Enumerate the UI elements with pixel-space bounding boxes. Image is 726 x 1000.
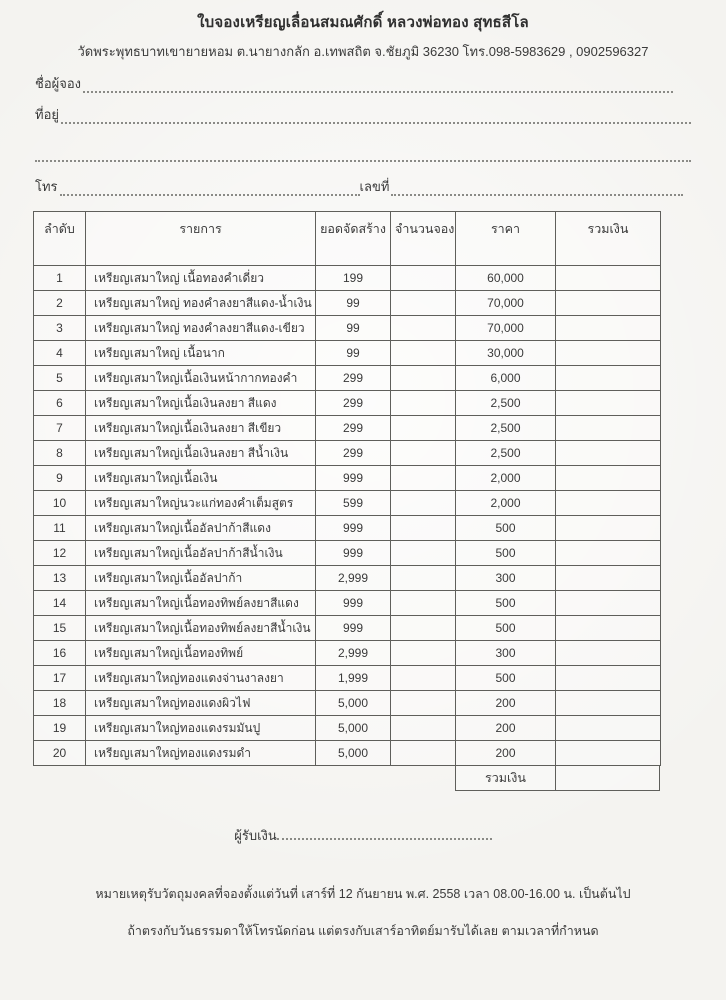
row-item-name: เหรียญเสมาใหญ่ ทองคำลงยาสีแดง-น้ำเงิน xyxy=(86,291,316,316)
row-item-name: เหรียญเสมาใหญ่ เนื้อทองคำเดี่ยว xyxy=(86,266,316,291)
row-order-qty xyxy=(391,416,456,441)
row-price: 6,000 xyxy=(456,366,556,391)
table-row xyxy=(34,391,661,416)
row-index: 8 xyxy=(34,441,86,466)
row-item-name: เหรียญเสมาใหญ่ เนื้อนาก xyxy=(86,341,316,366)
row-index: 16 xyxy=(34,641,86,666)
row-item-name: เหรียญเสมาใหญ่เนื้ออัลปาก้าสีแดง xyxy=(86,516,316,541)
row-index: 9 xyxy=(34,466,86,491)
address-continuation-line xyxy=(35,145,691,163)
row-item-name: เหรียญเสมาใหญ่เนื้อเงินลงยา สีน้ำเงิน xyxy=(86,441,316,466)
weekday-note: ถ้าตรงกับวันธรรมดาให้โทรนัดก่อน แต่ตรงกับเสาร์อาทิตย์มารับได้เลย ตามเวลาที่กำหนด xyxy=(127,923,599,938)
row-order-qty xyxy=(391,391,456,416)
table-row xyxy=(34,341,661,366)
row-price: 200 xyxy=(456,716,556,741)
row-order-qty xyxy=(391,641,456,666)
row-item-name: เหรียญเสมาใหญ่ทองแดงรมมันปู xyxy=(86,716,316,741)
row-total xyxy=(556,491,661,516)
table-row xyxy=(34,666,661,691)
table-row xyxy=(34,691,661,716)
row-total xyxy=(556,466,661,491)
row-order-qty xyxy=(391,291,456,316)
row-price: 2,500 xyxy=(456,391,556,416)
row-total xyxy=(556,266,661,291)
row-made-count: 2,999 xyxy=(316,566,391,591)
row-index: 17 xyxy=(34,666,86,691)
row-order-qty xyxy=(391,466,456,491)
row-item-name: เหรียญเสมาใหญ่เนื้อเงินลงยา สีเขียว xyxy=(86,416,316,441)
doc-number-field xyxy=(391,180,683,196)
row-index: 1 xyxy=(34,266,86,291)
row-order-qty xyxy=(391,491,456,516)
order-table-body xyxy=(34,266,661,766)
doc-number-label: เลขที่ xyxy=(359,179,390,194)
row-made-count: 5,000 xyxy=(316,691,391,716)
table-row xyxy=(34,591,661,616)
row-index: 18 xyxy=(34,691,86,716)
row-made-count: 999 xyxy=(316,541,391,566)
grand-total-label: รวมเงิน xyxy=(455,765,555,791)
row-total xyxy=(556,566,661,591)
table-row xyxy=(34,291,661,316)
row-price: 200 xyxy=(456,691,556,716)
row-made-count: 5,000 xyxy=(316,716,391,741)
row-order-qty xyxy=(391,741,456,766)
row-index: 10 xyxy=(34,491,86,516)
row-order-qty xyxy=(391,716,456,741)
row-order-qty xyxy=(391,316,456,341)
orderer-name-line xyxy=(35,76,691,94)
row-total xyxy=(556,291,661,316)
row-item-name: เหรียญเสมาใหญ่ ทองคำลงยาสีแดง-เขียว xyxy=(86,316,316,341)
row-index: 6 xyxy=(34,391,86,416)
row-price: 300 xyxy=(456,566,556,591)
row-item-name: เหรียญเสมาใหญ่เนื้อเงิน xyxy=(86,466,316,491)
row-total xyxy=(556,341,661,366)
receiver-signature-field xyxy=(277,825,492,840)
address-field xyxy=(61,108,691,124)
row-order-qty xyxy=(391,441,456,466)
phone-label: โทร xyxy=(35,179,58,194)
pickup-note: หมายเหตุรับวัตถุมงคลที่จองตั้งแต่วันที่ เสาร์ที่ 12 กันยายน พ.ศ. 2558 เวลา 08.00-16.00 น. เป็นต้นไป xyxy=(95,886,631,901)
row-total xyxy=(556,541,661,566)
table-row xyxy=(34,266,661,291)
row-index: 20 xyxy=(34,741,86,766)
row-index: 2 xyxy=(34,291,86,316)
col-header-index: ลำดับ xyxy=(34,212,86,266)
receiver-label: ผู้รับเงิน xyxy=(234,827,277,843)
row-made-count: 199 xyxy=(316,266,391,291)
table-row xyxy=(34,366,661,391)
row-index: 3 xyxy=(34,316,86,341)
phone-field xyxy=(60,180,360,196)
table-row xyxy=(34,716,661,741)
row-item-name: เหรียญเสมาใหญ่ทองแดงจ่านงาลงยา xyxy=(86,666,316,691)
table-row xyxy=(34,741,661,766)
row-total xyxy=(556,716,661,741)
row-made-count: 99 xyxy=(316,341,391,366)
address-field-2 xyxy=(35,146,691,162)
row-total xyxy=(556,616,661,641)
row-made-count: 299 xyxy=(316,366,391,391)
row-made-count: 999 xyxy=(316,616,391,641)
row-total xyxy=(556,416,661,441)
row-total xyxy=(556,641,661,666)
order-table xyxy=(33,211,661,766)
col-header-item: รายการ xyxy=(86,212,316,266)
row-total xyxy=(556,591,661,616)
row-order-qty xyxy=(391,541,456,566)
row-item-name: เหรียญเสมาใหญ่ทองแดงรมดำ xyxy=(86,741,316,766)
row-item-name: เหรียญเสมาใหญ่เนื้อเงินลงยา สีแดง xyxy=(86,391,316,416)
row-price: 500 xyxy=(456,616,556,641)
row-total xyxy=(556,516,661,541)
col-header-made: ยอดจัดสร้าง xyxy=(316,212,391,266)
row-index: 12 xyxy=(34,541,86,566)
table-row xyxy=(34,466,661,491)
row-item-name: เหรียญเสมาใหญ่เนื้อทองทิพย์ลงยาสีน้ำเงิน xyxy=(86,616,316,641)
row-index: 5 xyxy=(34,366,86,391)
row-index: 4 xyxy=(34,341,86,366)
row-price: 500 xyxy=(456,541,556,566)
row-total xyxy=(556,391,661,416)
row-order-qty xyxy=(391,691,456,716)
row-made-count: 299 xyxy=(316,391,391,416)
row-total xyxy=(556,441,661,466)
row-index: 13 xyxy=(34,566,86,591)
row-order-qty xyxy=(391,591,456,616)
page-title: ใบจองเหรียญเลื่อนสมณศักดิ์ หลวงพ่อทอง สุทธสีโล xyxy=(197,14,529,31)
grand-total-value xyxy=(555,765,660,791)
row-item-name: เหรียญเสมาใหญ่เนื้อเงินหน้ากากทองคำ xyxy=(86,366,316,391)
row-item-name: เหรียญเสมาใหญ่นวะแก่ทองคำเต็มสูตร xyxy=(86,491,316,516)
table-row xyxy=(34,316,661,341)
row-price: 2,000 xyxy=(456,466,556,491)
row-total xyxy=(556,666,661,691)
temple-address-line: วัดพระพุทธบาทเขายายหอม ต.นายางกลัก อ.เทพสถิต จ.ชัยภูมิ 36230 โทร.098-5983629 , 0902596327 xyxy=(77,44,649,59)
row-made-count: 999 xyxy=(316,466,391,491)
table-row xyxy=(34,441,661,466)
row-made-count: 299 xyxy=(316,441,391,466)
row-index: 19 xyxy=(34,716,86,741)
table-row xyxy=(34,491,661,516)
col-header-price: ราคา xyxy=(456,212,556,266)
row-item-name: เหรียญเสมาใหญ่เนื้อทองทิพย์ลงยาสีแดง xyxy=(86,591,316,616)
receiver-signature-line xyxy=(0,825,726,846)
table-row xyxy=(34,616,661,641)
row-index: 11 xyxy=(34,516,86,541)
address-label: ที่อยู่ xyxy=(35,107,59,122)
row-price: 500 xyxy=(456,591,556,616)
row-order-qty xyxy=(391,366,456,391)
table-row xyxy=(34,566,661,591)
table-row xyxy=(34,541,661,566)
table-row xyxy=(34,641,661,666)
address-line xyxy=(35,107,691,125)
row-order-qty xyxy=(391,566,456,591)
row-made-count: 299 xyxy=(316,416,391,441)
row-item-name: เหรียญเสมาใหญ่ทองแดงผิวไฟ xyxy=(86,691,316,716)
row-made-count: 999 xyxy=(316,591,391,616)
row-price: 70,000 xyxy=(456,291,556,316)
row-total xyxy=(556,691,661,716)
orderer-name-field xyxy=(83,77,673,93)
row-total xyxy=(556,316,661,341)
customer-form xyxy=(35,76,691,197)
row-made-count: 2,999 xyxy=(316,641,391,666)
row-made-count: 999 xyxy=(316,516,391,541)
col-header-total: รวมเงิน xyxy=(556,212,661,266)
row-order-qty xyxy=(391,516,456,541)
row-item-name: เหรียญเสมาใหญ่เนื้ออัลปาก้า xyxy=(86,566,316,591)
row-order-qty xyxy=(391,266,456,291)
row-price: 200 xyxy=(456,741,556,766)
row-made-count: 5,000 xyxy=(316,741,391,766)
row-made-count: 599 xyxy=(316,491,391,516)
orderer-name-label: ชื่อผู้จอง xyxy=(35,76,82,91)
row-made-count: 1,999 xyxy=(316,666,391,691)
row-price: 300 xyxy=(456,641,556,666)
table-row xyxy=(34,516,661,541)
row-price: 500 xyxy=(456,666,556,691)
row-order-qty xyxy=(391,341,456,366)
row-made-count: 99 xyxy=(316,316,391,341)
row-item-name: เหรียญเสมาใหญ่เนื้ออัลปาก้าสีน้ำเงิน xyxy=(86,541,316,566)
row-item-name: เหรียญเสมาใหญ่เนื้อทองทิพย์ xyxy=(86,641,316,666)
row-order-qty xyxy=(391,666,456,691)
phone-number-line xyxy=(35,179,691,197)
row-index: 7 xyxy=(34,416,86,441)
row-price: 500 xyxy=(456,516,556,541)
row-price: 60,000 xyxy=(456,266,556,291)
row-total xyxy=(556,741,661,766)
table-row xyxy=(34,416,661,441)
row-price: 2,500 xyxy=(456,441,556,466)
row-order-qty xyxy=(391,616,456,641)
grand-total-row xyxy=(455,765,660,791)
row-price: 70,000 xyxy=(456,316,556,341)
row-index: 14 xyxy=(34,591,86,616)
order-table-header xyxy=(34,212,661,266)
row-price: 2,500 xyxy=(456,416,556,441)
col-header-qty: จำนวนจอง xyxy=(391,212,456,266)
row-total xyxy=(556,366,661,391)
row-price: 30,000 xyxy=(456,341,556,366)
row-made-count: 99 xyxy=(316,291,391,316)
row-price: 2,000 xyxy=(456,491,556,516)
row-index: 15 xyxy=(34,616,86,641)
